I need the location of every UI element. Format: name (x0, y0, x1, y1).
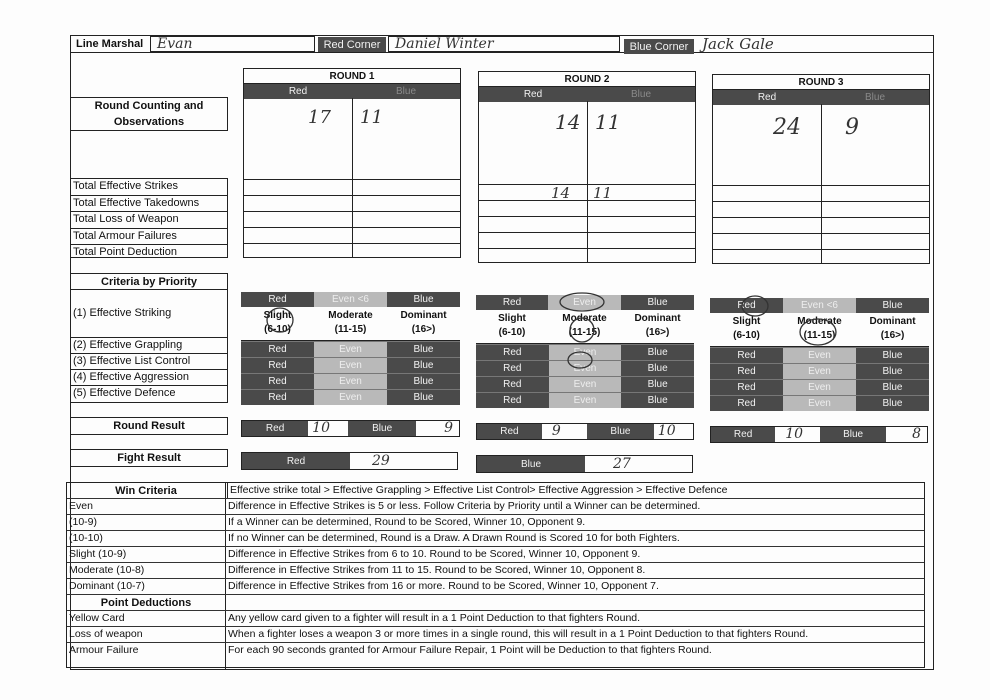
cell-red[interactable]: Red (710, 363, 783, 379)
point-deduction-text: Any yellow card given to a fighter will result in a 1 Point Deduction to that fighters Round. (228, 612, 641, 624)
total-label: Total Point Deduction (73, 246, 177, 258)
result-blue-label: Blue (587, 424, 654, 439)
level-moderate[interactable]: Moderate (11-15) (797, 316, 842, 341)
criteria-label: (4) Effective Aggression (70, 370, 227, 386)
criteria-rows (241, 341, 460, 405)
point-deduction-label: Loss of weapon (69, 628, 143, 640)
grid-top-red: Red (241, 292, 314, 307)
round-3-result (710, 426, 928, 443)
result-red-label: Red (711, 427, 775, 442)
cell-red[interactable]: Red (241, 389, 314, 405)
criteria-row (710, 379, 929, 395)
criteria-rows (710, 347, 929, 411)
blue-corner-field[interactable]: Jack Gale (702, 35, 774, 53)
cell-red[interactable]: Red (710, 347, 783, 363)
criteria-row (241, 357, 460, 373)
criteria-grid-round-3 (710, 298, 929, 411)
point-deduction-row (67, 626, 924, 641)
criteria-row (241, 373, 460, 389)
result-red-value[interactable]: 10 (312, 420, 330, 436)
cell-blue[interactable]: Blue (387, 389, 460, 405)
round-title: ROUND 1 (244, 69, 460, 84)
point-deductions-title: Point Deductions (67, 594, 225, 610)
result-red-value[interactable]: 10 (785, 426, 804, 442)
win-criteria-row (67, 562, 924, 577)
cell-red[interactable]: Red (476, 344, 549, 360)
win-criteria-label: Moderate (10-8) (69, 564, 145, 576)
cell-even[interactable]: Even (549, 376, 622, 392)
cell-blue[interactable]: Blue (621, 360, 694, 376)
round-3-panel (712, 74, 930, 264)
cell-red[interactable]: Red (710, 395, 783, 411)
result-blue-label: Blue (348, 421, 416, 436)
criteria-labels (70, 290, 228, 403)
grid-top-even: Even <6 (314, 292, 387, 307)
cell-even[interactable]: Even (783, 379, 856, 395)
grid-top-blue: Blue (621, 295, 694, 310)
level-slight[interactable]: Slight (6-10) (498, 313, 526, 338)
round-title: ROUND 3 (713, 75, 929, 90)
result-red-value[interactable]: 9 (551, 423, 561, 439)
round-count-red[interactable]: 17 (308, 107, 331, 128)
round-counting-label: Round Counting and Observations (70, 97, 228, 131)
round-2-result (476, 423, 694, 440)
total-label: Total Armour Failures (70, 229, 227, 246)
win-criteria-text: Difference in Effective Strikes from 11 to 15. Round to be Scored, Winner 10, Opponent 8. (228, 564, 646, 576)
cell-even[interactable]: Even (314, 389, 387, 405)
fight-result-blue (476, 455, 693, 473)
red-header: Red (479, 87, 587, 102)
level-moderate[interactable]: Moderate (11-15) (328, 310, 373, 335)
fight-result-label: Red (242, 453, 350, 469)
point-deduction-text: For each 90 seconds granted for Armour Failure Repair, 1 Point will be Deduction to that fighters Round. (228, 644, 712, 656)
criteria-label: (5) Effective Defence (73, 387, 176, 399)
result-blue-label: Blue (820, 427, 886, 442)
win-criteria-row (67, 514, 924, 529)
cell-even[interactable]: Even (314, 341, 387, 357)
criteria-grid-round-1 (241, 292, 460, 405)
level-dominant[interactable]: Dominant (16>) (400, 310, 447, 335)
win-criteria-row (67, 530, 924, 545)
point-deduction-text: When a fighter loses a weapon 3 or more times in a single round, this will result in a 1 Point Deduction to that fighters Round. (228, 628, 809, 640)
cell-blue[interactable]: Blue (856, 347, 929, 363)
win-criteria-text: If a Winner can be determined, Round to be Scored, Winner 10, Opponent 9. (228, 516, 586, 528)
red-header: Red (244, 84, 352, 99)
win-criteria-text: Difference in Effective Strikes from 16 or more. Round to be Scored, Winner 10, Opponent 7. (228, 580, 659, 592)
blue-corner-label: Blue Corner (624, 39, 694, 54)
win-criteria-row (67, 498, 924, 513)
win-criteria-label: Dominant (10-7) (69, 580, 145, 592)
total-label: Total Loss of Weapon (70, 212, 227, 229)
fight-result-label: Blue (477, 456, 585, 472)
total-label: Total Effective Strikes (70, 179, 227, 196)
level-slight[interactable]: Slight (6-10) (732, 316, 761, 341)
blue-header: Blue (587, 87, 695, 102)
criteria-label: (2) Effective Grappling (70, 338, 227, 354)
win-criteria-label: (10-10) (69, 532, 103, 544)
round-count-blue[interactable]: 11 (595, 110, 621, 134)
result-red-label: Red (477, 424, 542, 439)
cell-red[interactable]: Red (241, 357, 314, 373)
cell-blue[interactable]: Blue (621, 344, 694, 360)
cell-red[interactable]: Red (241, 373, 314, 389)
win-criteria-row (67, 546, 924, 561)
criteria-row (476, 392, 694, 408)
round-count-blue[interactable]: 9 (845, 115, 859, 140)
round-result-label: Round Result (70, 417, 228, 435)
win-criteria-priority: Effective strike total > Effective Grappling > Effective List Control> Effective Aggression > Effective Defence (227, 483, 923, 498)
cell-even[interactable]: Even (783, 347, 856, 363)
cell-red[interactable]: Red (476, 392, 549, 408)
win-criteria-text: Difference in Effective Strikes from 6 to 10. Round to be Scored, Winner 10, Opponent 9. (228, 548, 641, 560)
cell-even[interactable]: Even (549, 392, 622, 408)
blue-header: Blue (821, 90, 929, 105)
level-moderate[interactable]: Moderate (11-15) (562, 313, 607, 338)
criteria-row (710, 347, 929, 363)
round-count-blue[interactable]: 11 (360, 107, 383, 128)
criteria-row (241, 389, 460, 405)
cell-blue[interactable]: Blue (621, 392, 694, 408)
red-header: Red (713, 90, 821, 105)
cell-even[interactable]: Even (314, 357, 387, 373)
point-deduction-row (67, 642, 924, 657)
criteria-rows (476, 344, 694, 408)
grid-top-blue: Blue (387, 292, 460, 307)
line-marshal-field[interactable]: Evan (150, 36, 315, 52)
result-red-label: Red (242, 421, 308, 436)
round-2-panel (478, 71, 696, 263)
grid-top-blue: Blue (856, 298, 929, 313)
cell-blue[interactable]: Blue (856, 363, 929, 379)
round-count-red[interactable]: 24 (773, 115, 801, 140)
point-deduction-label: Armour Failure (69, 644, 139, 656)
total-strikes-red[interactable]: 14 (551, 184, 571, 202)
round-1-panel (243, 68, 461, 258)
criteria-row (476, 344, 694, 360)
cell-even[interactable]: Even (783, 363, 856, 379)
cell-blue[interactable]: Blue (387, 341, 460, 357)
criteria-row (476, 360, 694, 376)
round-title: ROUND 2 (479, 72, 695, 87)
level-dominant[interactable]: Dominant (16>) (869, 316, 916, 341)
win-criteria-label: Even (69, 500, 93, 512)
totals-labels (70, 178, 228, 258)
rules-table (66, 482, 925, 668)
criteria-label: (1) Effective Striking (70, 290, 227, 338)
point-deduction-label: Yellow Card (69, 612, 125, 624)
round-1-result (241, 420, 460, 437)
fight-result-label: Fight Result (70, 449, 228, 467)
cell-blue[interactable]: Blue (387, 357, 460, 373)
cell-even[interactable]: Even (314, 373, 387, 389)
grid-top-red: Red (476, 295, 548, 310)
win-criteria-title: Win Criteria (115, 484, 177, 497)
result-blue-value[interactable]: 10 (657, 423, 676, 439)
cell-red[interactable]: Red (476, 360, 549, 376)
win-criteria-label: Slight (10-9) (69, 548, 127, 560)
grid-top-red: Red (710, 298, 783, 313)
level-dominant[interactable]: Dominant (16>) (634, 313, 681, 338)
total-strikes-blue[interactable]: 11 (593, 184, 613, 202)
result-blue-value[interactable]: 9 (444, 420, 454, 436)
cell-red[interactable]: Red (476, 376, 549, 392)
cell-even[interactable]: Even (549, 360, 622, 376)
win-criteria-label: (10-9) (69, 516, 98, 528)
result-blue-value[interactable]: 8 (912, 426, 921, 442)
criteria-row (476, 376, 694, 392)
criteria-row (710, 363, 929, 379)
criteria-row (241, 341, 460, 357)
cell-blue[interactable]: Blue (856, 395, 929, 411)
cell-blue[interactable]: Blue (387, 373, 460, 389)
cell-blue[interactable]: Blue (621, 376, 694, 392)
fight-result-red (241, 452, 458, 470)
win-criteria-rows (67, 498, 924, 594)
red-corner-field[interactable]: Daniel Winter (388, 36, 620, 52)
cell-even[interactable]: Even (549, 344, 622, 360)
level-slight[interactable]: Slight (6-10) (263, 310, 292, 335)
cell-even[interactable]: Even (783, 395, 856, 411)
cell-blue[interactable]: Blue (856, 379, 929, 395)
point-deduction-row (67, 610, 924, 625)
grid-top-even: Even <6 (783, 298, 856, 313)
cell-red[interactable]: Red (241, 341, 314, 357)
line-marshal-label: Line Marshal (76, 38, 144, 50)
criteria-row (710, 395, 929, 411)
win-criteria-row (67, 578, 924, 593)
total-label: Total Effective Takedowns (70, 196, 227, 213)
blue-header: Blue (352, 84, 460, 99)
round-count-red[interactable]: 14 (555, 110, 581, 134)
fight-result-value[interactable]: 27 (613, 456, 631, 472)
criteria-label: (3) Effective List Control (70, 354, 227, 370)
criteria-title: Criteria by Priority (70, 273, 228, 290)
criteria-grid-round-2 (476, 295, 694, 408)
point-deduction-rows (67, 610, 924, 669)
cell-red[interactable]: Red (710, 379, 783, 395)
grid-top-even: Even (548, 295, 621, 310)
win-criteria-text: If no Winner can be determined, Round is a Draw. A Drawn Round is Scored 10 for both Fighters. (228, 532, 680, 544)
fight-result-value[interactable]: 29 (372, 453, 390, 469)
red-corner-label: Red Corner (318, 37, 386, 52)
win-criteria-text: Difference in Effective Strikes is 5 or less. Follow Criteria by Priority until a Winner can be determined. (228, 500, 701, 512)
